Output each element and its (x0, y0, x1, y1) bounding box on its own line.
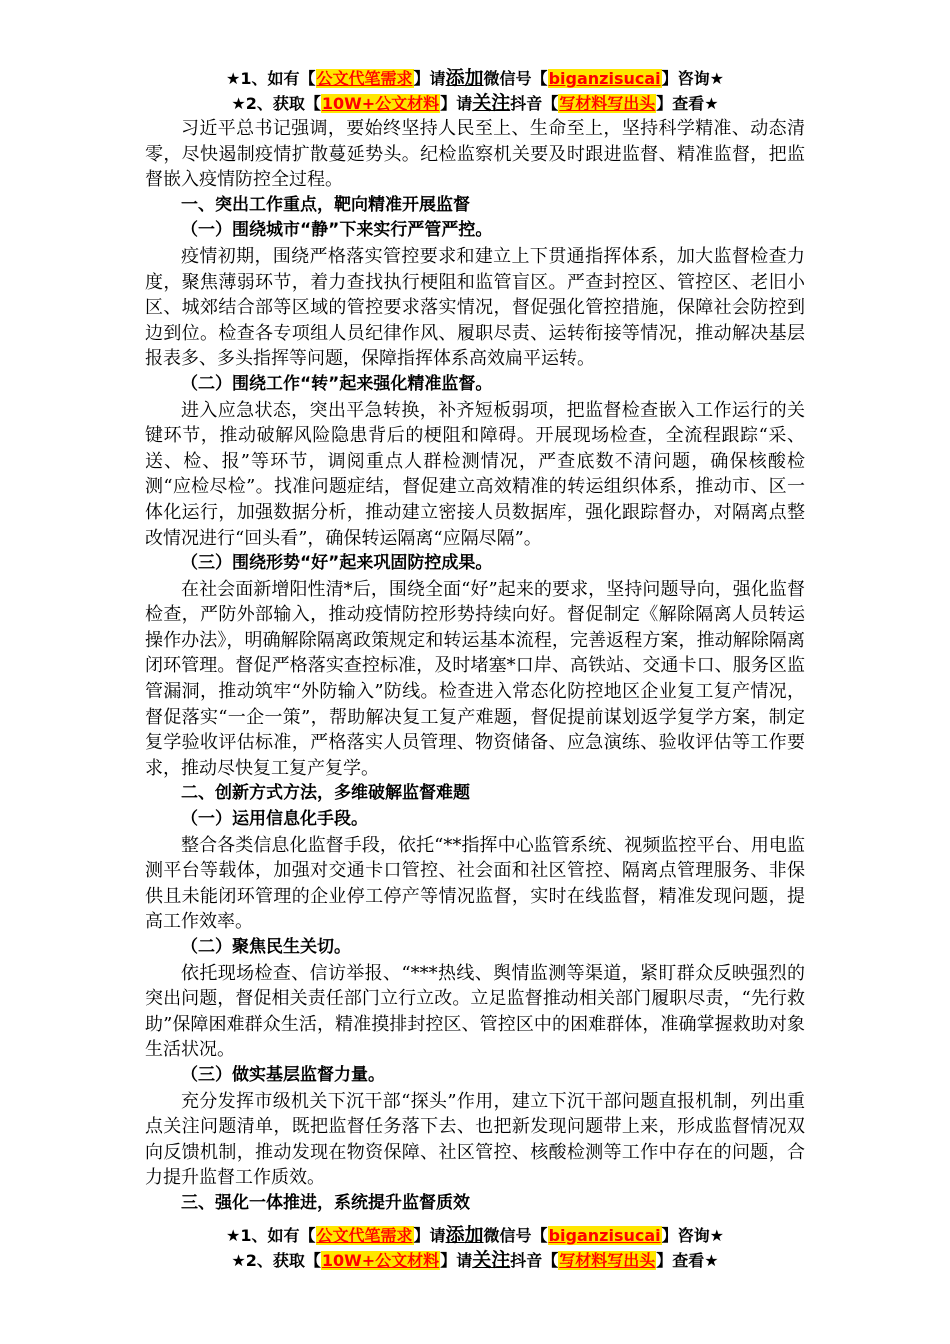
ad-emphasis: 添加 (445, 67, 484, 89)
ad-text: 】请 (440, 94, 473, 113)
ad-text: 微信号【 (483, 1225, 548, 1245)
ad-text: 】查看★ (656, 1250, 719, 1270)
ad-text: 】请 (413, 69, 446, 88)
subsection-heading: （三）围绕形势“好”起来巩固防控成果。 (181, 553, 493, 574)
ad-text: 】查看★ (656, 94, 719, 113)
intro-paragraph: 习近平总书记强调，要始终坚持人民至上、生命至上，坚持科学精准、动态清零，尽快遏制疫情扩散蔓延势头。纪检监察机关要及时跟进监督、精准监督，把监督嵌入疫情防控全过程。 (145, 118, 805, 191)
ad-highlight: 10W+公文材料 (321, 1250, 440, 1270)
ad-text: ★1、如有【 (226, 69, 316, 88)
ad-highlight: 公文代笔需求 (316, 69, 413, 88)
ad-highlight: 公文代笔需求 (316, 1225, 413, 1245)
ad-highlight: 10W+公文材料 (321, 94, 440, 113)
document-page (145, 66, 805, 1273)
ad-highlight: 写材料写出头 (559, 94, 656, 113)
subsection-heading: （一）运用信息化手段。 (181, 809, 368, 830)
body-paragraph: 整合各类信息化监督手段，依托“**指挥中心监管系统、视频监控平台、用电监测平台等载体，加强对交通卡口管控、社会面和社区管控、隔离点管理服务、非保供且未能闭环管理的企业停工停产等情况监督，实时在线监督，精准发现问题，提高工作效率。 (145, 834, 805, 933)
ad-text: 】咨询★ (661, 69, 724, 88)
body-paragraph: 进入应急状态，突出平急转换，补齐短板弱项，把监督检查嵌入工作运行的关键环节，推动破解风险隐患背后的梗阻和障碍。开展现场检查，全流程跟踪“采、送、检、报”等环节，调阅重点人群检测情况，严查底数不清问题，确保核酸检测“应检尽检”。找准问题症结，督促建立高效精准的转运组织体系，推动市、区一体化运行，加强数据分析，推动建立密接人员数据库，强化跟踪督办，对隔离点整改情况进行“回头看”，确保转运隔离“应隔尽隔”。 (145, 399, 805, 549)
subsection-heading: （二）聚焦民生关切。 (181, 937, 351, 957)
body-paragraph: 依托现场检查、信访举报、“***热线、舆情监测等渠道，紧盯群众反映强烈的突出问题，督促相关责任部门立行立改。立足监督推动相关部门履职尽责，“先行救助”保障困难群众生活，精准摸排封控区、管控区中的困难群体，准确掌握救助对象生活状况。 (145, 962, 805, 1061)
ad-emphasis: 添加 (445, 1223, 484, 1246)
ad-highlight: biganzisucai (548, 1225, 661, 1245)
ad-text: ★2、获取【 (231, 94, 321, 113)
footer-ads (145, 1223, 805, 1273)
subsection-heading: （二）围绕工作“转”起来强化精准监督。 (181, 373, 493, 394)
ad-text: 】咨询★ (661, 1225, 724, 1245)
ad-highlight: 写材料写出头 (559, 1250, 656, 1270)
ad-text: ★2、获取【 (231, 1250, 321, 1270)
subsection-heading: （一）围绕城市“静”下来实行严管严控。 (181, 220, 493, 241)
ad-emphasis: 关注 (472, 92, 511, 114)
section-heading: 一、突出工作重点，靶向精准开展监督 (181, 194, 470, 215)
ad-text: 】请 (440, 1250, 473, 1270)
ad-line-2 (145, 1248, 805, 1273)
ad-text: 抖音【 (510, 1250, 559, 1270)
body-paragraph: 在社会面新增阳性清*后，围绕全面“好”起来的要求，坚持问题导向，强化监督检查，严防外部输入，推动疫情防控形势持续向好。督促制定《解除隔离人员转运操作办法》，明确解除隔离政策规定和转运基本流程，完善返程方案，推动解除隔离闭环管理。督促严格落实查控标准，及时堵塞*口岸、高铁站、交通卡口、服务区监管漏洞，推动筑牢“外防输入”防线。检查进入常态化防控地区企业复工复产情况，督促落实“一企一策”，帮助解决复工复产难题，督促提前谋划返学复学方案，制定复学验收评估标准，严格落实人员管理、物资储备、应急演练、验收评估等工作要求，推动尽快复工复产复学。 (145, 578, 805, 779)
ad-text: 抖音【 (510, 94, 559, 113)
section-heading: 二、创新方式方法，多维破解监督难题 (181, 783, 470, 804)
ad-text: 】请 (413, 1225, 446, 1245)
body-paragraph: 充分发挥市级机关下沉干部“探头”作用，建立下沉干部问题直报机制，列出重点关注问题清单，既把监督任务落下去、也把新发现问题带上来，形成监督情况双向反馈机制，推动发现在物资保障、社区管控、核酸检测等工作中存在的问题，合力提升监督工作质效。 (145, 1090, 805, 1189)
subsection-heading: （三）做实基层监督力量。 (181, 1064, 385, 1085)
body-paragraph: 疫情初期，围绕严格落实管控要求和建立上下贯通指挥体系，加大监督检查力度，聚焦薄弱环节，着力查找执行梗阻和监管盲区。严查封控区、管控区、老旧小区、城郊结合部等区域的管控要求落实情况，督促强化管控措施，保障社会防控到边到位。检查各专项组人员纪律作风、履职尽责、运转衔接等情况，推动解决基层报表多、多头指挥等问题，保障指挥体系高效扁平运转。 (145, 245, 805, 370)
ad-emphasis: 关注 (472, 1248, 511, 1271)
ad-line-1 (145, 1223, 805, 1248)
ad-line-1 (145, 66, 805, 91)
ad-line-2 (145, 91, 805, 116)
ad-text: 微信号【 (483, 69, 548, 88)
ad-highlight: biganzisucai (548, 69, 661, 88)
section-heading: 三、强化一体推进，系统提升监督质效 (181, 1192, 470, 1213)
ad-text: ★1、如有【 (226, 1225, 316, 1245)
